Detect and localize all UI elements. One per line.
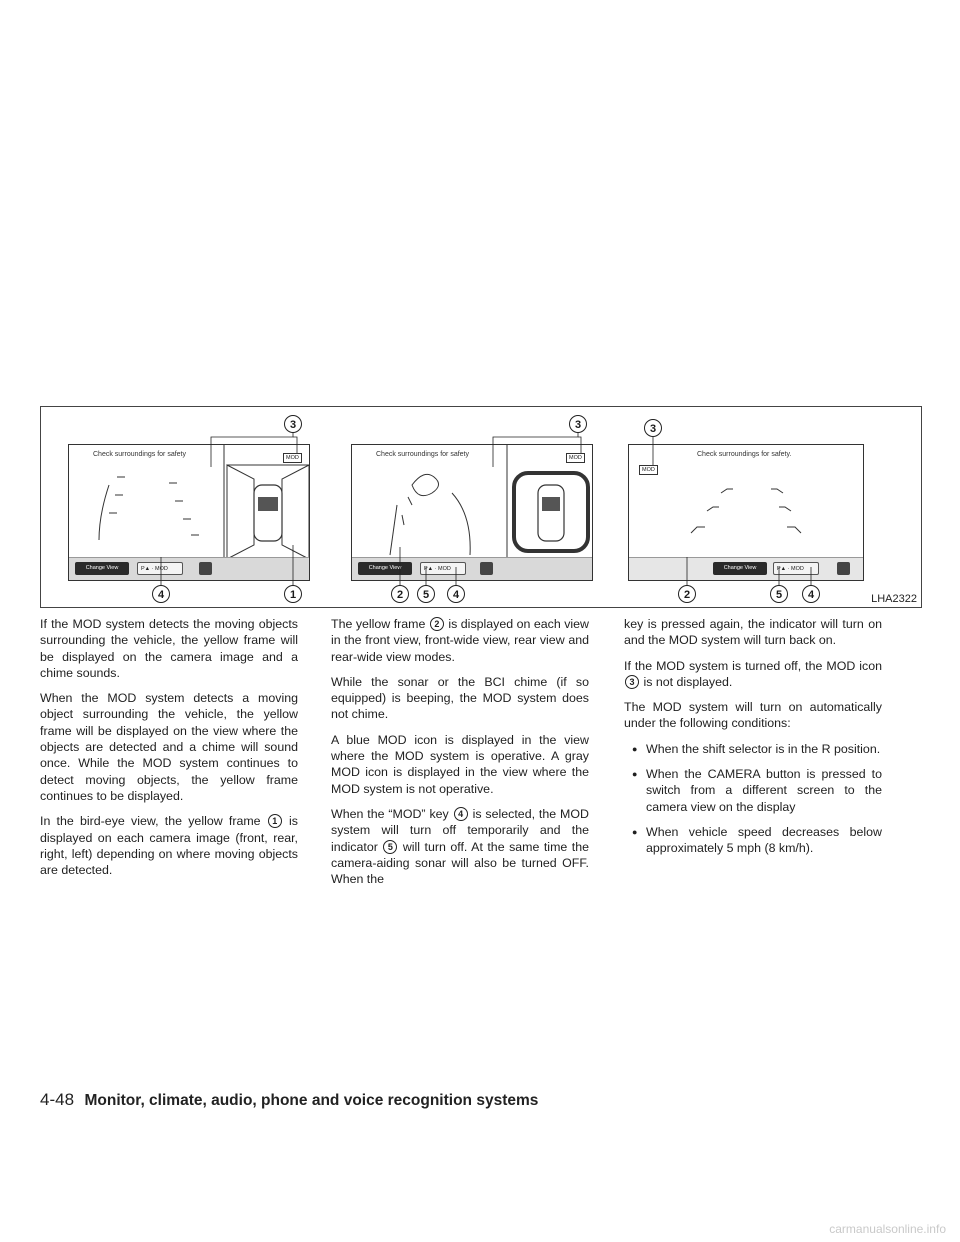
text-run: When the “MOD” key bbox=[331, 806, 449, 821]
conditions-list bbox=[624, 741, 882, 857]
mod-key-button[interactable]: P▲ · MOD bbox=[137, 562, 183, 575]
figure-illustration bbox=[40, 406, 922, 608]
text-run: If the MOD system is turned off, the MOD icon bbox=[624, 658, 882, 673]
paragraph bbox=[331, 806, 589, 887]
ref-marker: 1 bbox=[268, 814, 282, 828]
screen-caption: Check surroundings for safety bbox=[376, 451, 469, 458]
figure-id: LHA2322 bbox=[871, 593, 917, 605]
ref-marker: 3 bbox=[625, 675, 639, 689]
paragraph bbox=[40, 813, 298, 878]
callout-3: 3 bbox=[284, 415, 302, 433]
list-item: ● When vehicle speed decreases below approximately 5 mph (8 km/h). bbox=[624, 824, 882, 857]
page-number: 4-48 bbox=[40, 1090, 75, 1109]
text-run: In the bird-eye view, the yellow frame bbox=[40, 814, 261, 829]
callout-3: 3 bbox=[569, 415, 587, 433]
section-title: Monitor, climate, audio, phone and voice recognition systems bbox=[84, 1092, 539, 1109]
paragraph: key is pressed again, the indicator will turn on and the MOD system will turn back on. bbox=[624, 617, 882, 648]
text-column-3 bbox=[624, 616, 882, 866]
text-run: is displayed on each view in the front view, front-wide view, rear view and rear-wide view modes. bbox=[331, 617, 590, 664]
screen-caption: Check surroundings for safety. bbox=[697, 451, 792, 458]
screen-caption: Check surroundings for safety bbox=[93, 451, 186, 458]
paragraph bbox=[624, 658, 882, 691]
text-column-2 bbox=[331, 616, 589, 896]
mod-icon: MOD bbox=[639, 465, 658, 475]
change-view-button[interactable]: Change View bbox=[75, 562, 129, 575]
ref-marker: 5 bbox=[383, 840, 397, 854]
text-run: will turn off. At the same time the camera-aiding sonar will also be turned OFF. When the bbox=[331, 839, 589, 887]
text-run: is not displayed. bbox=[643, 674, 733, 689]
watermark: carmanualsonline.info bbox=[829, 1222, 946, 1236]
callout-4: 4 bbox=[447, 585, 465, 603]
callout-3: 3 bbox=[644, 419, 662, 437]
callout-4: 4 bbox=[152, 585, 170, 603]
callout-5: 5 bbox=[770, 585, 788, 603]
paragraph: While the sonar or the BCI chime (if so equipped) is beeping, the MOD system does not chime. bbox=[331, 674, 589, 722]
callout-1: 1 bbox=[284, 585, 302, 603]
paragraph bbox=[331, 616, 589, 665]
text-run: is selected, the MOD system will turn off temporarily and the indicator bbox=[331, 806, 589, 854]
page-footer bbox=[40, 1090, 538, 1110]
mod-icon: MOD bbox=[566, 453, 585, 463]
change-view-button[interactable]: Change View bbox=[713, 562, 767, 575]
paragraph: If the MOD system detects the moving objects surrounding the vehicle, the yellow frame will be displayed on the camera image and a chime sounds. bbox=[40, 617, 298, 680]
mod-icon: MOD bbox=[283, 453, 302, 463]
callout-2: 2 bbox=[678, 585, 696, 603]
callout-5: 5 bbox=[417, 585, 435, 603]
text-run: is displayed on each camera image (front, rear, right, left) depending on where moving objects are detected. bbox=[40, 814, 298, 878]
mod-key-button[interactable]: P▲ · MOD bbox=[773, 562, 819, 575]
change-view-button[interactable]: Change View bbox=[358, 562, 412, 575]
paragraph: A blue MOD icon is displayed in the view where the MOD system is operative. A gray MOD icon is displayed in the view where the MOD system is not operative. bbox=[331, 732, 589, 796]
list-item: ● When the CAMERA button is pressed to switch from a different screen to the camera view on the display bbox=[624, 766, 882, 815]
callout-4: 4 bbox=[802, 585, 820, 603]
text-column-1 bbox=[40, 616, 298, 887]
paragraph: When the MOD system detects a moving object surrounding the vehicle, the yellow frame will be displayed on the view where the objects are detected and a chime will sound once. While the MOD system continues to detect moving objects, the yellow frame continues to be displayed. bbox=[40, 691, 298, 803]
mod-key-button[interactable]: P▲ · MOD bbox=[420, 562, 466, 575]
callout-2: 2 bbox=[391, 585, 409, 603]
ref-marker: 4 bbox=[454, 807, 468, 821]
list-item: ● When the shift selector is in the R position. bbox=[624, 741, 882, 757]
paragraph: The MOD system will turn on automatically under the following conditions: bbox=[624, 700, 882, 731]
callout-leader-lines bbox=[41, 407, 923, 609]
ref-marker: 2 bbox=[430, 617, 444, 631]
text-run: The yellow frame bbox=[331, 617, 426, 631]
